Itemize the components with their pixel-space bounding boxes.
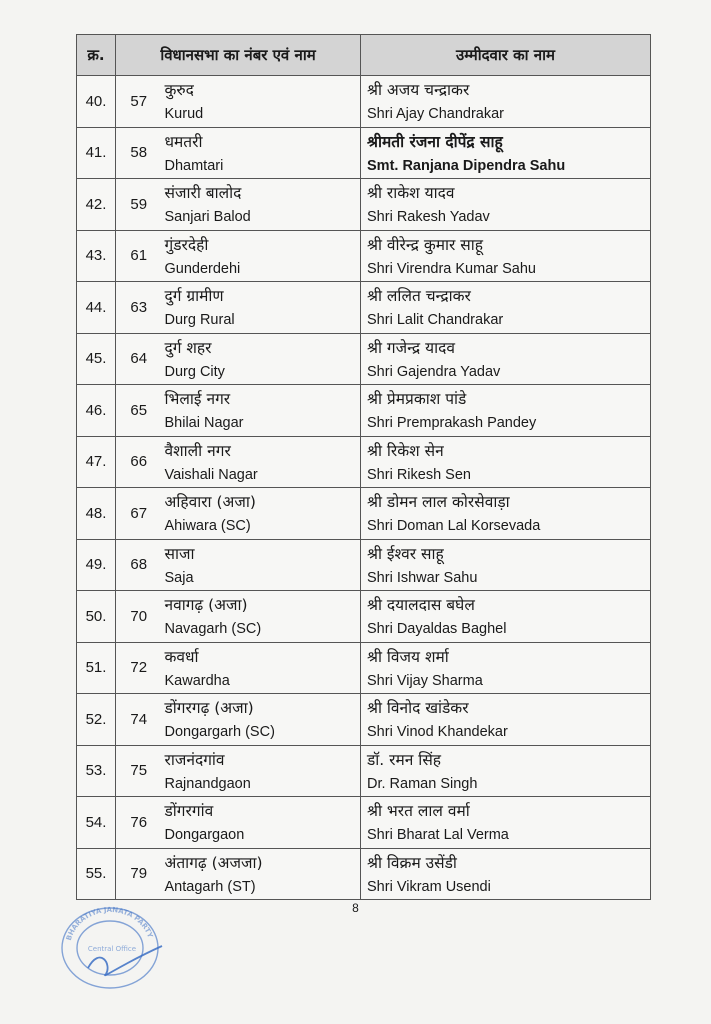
candidate-name-hindi: श्री विक्रम उसेंडी xyxy=(367,853,457,872)
serial-number: 45. xyxy=(77,333,116,385)
serial-number: 54. xyxy=(77,797,116,849)
candidate-name-english: Shri Ishwar Sahu xyxy=(367,569,478,586)
serial-number: 43. xyxy=(77,230,116,282)
candidate-name-english: Shri Dayaldas Baghel xyxy=(367,621,507,637)
constituency-name-hindi: अंतागढ़ (अजजा) xyxy=(164,853,263,872)
constituency-name-english: Kurud xyxy=(164,106,204,122)
constituency-name-english: Durg City xyxy=(164,363,225,380)
header-serial: क्र. xyxy=(77,35,116,76)
constituency-name-english: Antagarh (ST) xyxy=(164,878,256,895)
constituency-name-english: Sanjari Balod xyxy=(164,209,251,225)
constituency-number: 65 xyxy=(116,385,162,437)
candidate-cell xyxy=(361,179,651,231)
constituency-name-hindi: अहिवारा (अजा) xyxy=(164,493,256,511)
constituency-cell xyxy=(162,745,361,797)
constituency-name-english: Bhilai Nagar xyxy=(164,415,244,431)
table-row xyxy=(77,385,651,437)
candidate-name-english: Shri Ajay Chandrakar xyxy=(367,106,505,122)
constituency-name-english: Dongargarh (SC) xyxy=(164,724,275,740)
table-row xyxy=(77,436,651,488)
constituency-number: 64 xyxy=(116,333,162,385)
candidate-name-english: Shri Virendra Kumar Sahu xyxy=(367,260,536,277)
constituency-cell xyxy=(162,179,361,231)
serial-number: 53. xyxy=(77,745,116,797)
constituency-name-hindi: संजारी बालोद xyxy=(164,184,242,202)
constituency-number: 57 xyxy=(116,76,162,128)
constituency-name-hindi: वैशाली नगर xyxy=(164,441,231,460)
constituency-cell xyxy=(162,591,361,643)
constituency-name-hindi: धमतरी xyxy=(164,132,203,151)
table-row xyxy=(77,230,651,282)
constituency-cell xyxy=(162,694,361,746)
candidate-name-english: Shri Premprakash Pandey xyxy=(367,415,537,431)
constituency-cell xyxy=(162,127,361,179)
candidate-name-hindi: श्री विजय शर्मा xyxy=(367,647,449,666)
constituency-number: 70 xyxy=(116,591,162,643)
header-candidate: उम्मीदवार का नाम xyxy=(361,35,651,76)
candidate-cell xyxy=(361,282,651,334)
constituency-number: 76 xyxy=(116,797,162,849)
constituency-number: 67 xyxy=(116,488,162,540)
constituency-name-hindi: डोंगरगांव xyxy=(164,802,214,820)
constituency-name-english: Durg Rural xyxy=(164,312,235,328)
constituency-name-english: Gunderdehi xyxy=(164,260,241,277)
serial-number: 41. xyxy=(77,127,116,179)
constituency-cell xyxy=(162,797,361,849)
candidate-cell xyxy=(361,848,651,900)
table-header-row xyxy=(77,35,651,76)
table-row xyxy=(77,642,651,694)
constituency-name-english: Kawardha xyxy=(164,672,230,689)
serial-number: 49. xyxy=(77,539,116,591)
constituency-cell xyxy=(162,642,361,694)
constituency-cell xyxy=(162,230,361,282)
candidate-cell xyxy=(361,642,651,694)
candidate-cell xyxy=(361,591,651,643)
constituency-name-english: Dhamtari xyxy=(164,157,224,174)
constituency-number: 79 xyxy=(116,848,162,900)
constituency-name-english: Saja xyxy=(164,569,194,586)
party-office-stamp xyxy=(52,902,172,990)
page-number: 8 xyxy=(352,901,359,915)
constituency-cell xyxy=(162,848,361,900)
serial-number: 51. xyxy=(77,642,116,694)
constituency-cell xyxy=(162,488,361,540)
constituency-number: 68 xyxy=(116,539,162,591)
stamp-ring-text: BHARATIYA JANATA PARTY xyxy=(64,905,155,942)
candidate-cell xyxy=(361,745,651,797)
serial-number: 52. xyxy=(77,694,116,746)
serial-number: 42. xyxy=(77,179,116,231)
serial-number: 55. xyxy=(77,848,116,900)
serial-number: 46. xyxy=(77,385,116,437)
candidate-name-english: Shri Vinod Khandekar xyxy=(367,724,508,740)
serial-number: 47. xyxy=(77,436,116,488)
constituency-name-english: Dongargaon xyxy=(164,827,245,843)
candidate-name-english: Shri Lalit Chandrakar xyxy=(367,312,504,328)
candidate-name-hindi: श्री ललित चन्द्राकर xyxy=(367,287,471,305)
constituency-number: 61 xyxy=(116,230,162,282)
candidate-name-english: Shri Bharat Lal Verma xyxy=(367,827,509,843)
candidate-name-hindi: श्री दयालदास बघेल xyxy=(367,596,475,614)
candidate-cell xyxy=(361,488,651,540)
constituency-number: 72 xyxy=(116,642,162,694)
candidate-name-english: Shri Gajendra Yadav xyxy=(367,363,501,380)
constituency-name-hindi: भिलाई नगर xyxy=(164,390,231,408)
serial-number: 50. xyxy=(77,591,116,643)
candidate-cell xyxy=(361,230,651,282)
constituency-name-english: Navagarh (SC) xyxy=(164,621,262,637)
constituency-cell xyxy=(162,539,361,591)
candidate-name-hindi: श्री ईश्वर साहू xyxy=(367,544,444,563)
table-row xyxy=(77,282,651,334)
constituency-name-hindi: डोंगरगढ़ (अजा) xyxy=(164,699,254,717)
constituency-name-hindi: कुरुद xyxy=(164,81,194,99)
constituency-cell xyxy=(162,282,361,334)
table-row xyxy=(77,797,651,849)
constituency-number: 58 xyxy=(116,127,162,179)
candidate-name-hindi: श्री प्रेमप्रकाश पांडे xyxy=(367,390,467,408)
candidate-name-hindi: श्री गजेन्द्र यादव xyxy=(367,338,455,357)
candidate-name-english: Smt. Ranjana Dipendra Sahu xyxy=(367,157,566,174)
candidate-table xyxy=(76,34,651,900)
candidate-name-hindi: श्री राकेश यादव xyxy=(367,184,455,202)
candidate-name-hindi: श्री अजय चन्द्राकर xyxy=(367,81,470,99)
candidate-name-hindi: श्री विनोद खांडेकर xyxy=(367,699,469,717)
constituency-name-hindi: दुर्ग शहर xyxy=(164,338,212,357)
candidate-cell xyxy=(361,127,651,179)
candidate-name-hindi: श्री वीरेन्द्र कुमार साहू xyxy=(367,235,484,254)
candidate-name-english: Shri Rikesh Sen xyxy=(367,466,471,483)
candidate-cell xyxy=(361,694,651,746)
constituency-number: 75 xyxy=(116,745,162,797)
constituency-number: 66 xyxy=(116,436,162,488)
constituency-name-english: Vaishali Nagar xyxy=(164,466,258,483)
candidate-name-english: Shri Vikram Usendi xyxy=(367,878,491,895)
table-row xyxy=(77,127,651,179)
candidate-name-hindi: श्रीमती रंजना दीपेंद्र साहू xyxy=(367,132,503,151)
constituency-name-english: Ahiwara (SC) xyxy=(164,518,251,534)
table-row xyxy=(77,76,651,128)
candidate-cell xyxy=(361,436,651,488)
serial-number: 40. xyxy=(77,76,116,128)
table-row xyxy=(77,539,651,591)
candidate-name-english: Shri Vijay Sharma xyxy=(367,672,483,689)
constituency-name-hindi: नवागढ़ (अजा) xyxy=(164,596,248,614)
constituency-cell xyxy=(162,76,361,128)
constituency-name-hindi: कवर्धा xyxy=(164,647,199,666)
candidate-name-hindi: श्री भरत लाल वर्मा xyxy=(367,802,470,820)
candidate-cell xyxy=(361,76,651,128)
table-row xyxy=(77,488,651,540)
constituency-name-hindi: साजा xyxy=(164,544,195,563)
candidate-cell xyxy=(361,797,651,849)
constituency-cell xyxy=(162,385,361,437)
constituency-number: 63 xyxy=(116,282,162,334)
table-row xyxy=(77,848,651,900)
candidate-cell xyxy=(361,385,651,437)
constituency-name-hindi: गुंडरदेही xyxy=(164,235,209,254)
table-row xyxy=(77,179,651,231)
header-constituency: विधानसभा का नंबर एवं नाम xyxy=(116,35,361,76)
candidate-name-english: Shri Doman Lal Korsevada xyxy=(367,518,541,534)
candidate-cell xyxy=(361,333,651,385)
table-row xyxy=(77,694,651,746)
constituency-cell xyxy=(162,333,361,385)
constituency-number: 74 xyxy=(116,694,162,746)
constituency-number: 59 xyxy=(116,179,162,231)
candidate-name-english: Shri Rakesh Yadav xyxy=(367,209,490,225)
constituency-name-english: Rajnandgaon xyxy=(164,775,251,792)
table-row xyxy=(77,333,651,385)
serial-number: 44. xyxy=(77,282,116,334)
candidate-name-hindi: डॉ. रमन सिंह xyxy=(367,750,442,769)
candidate-name-hindi: श्री रिकेश सेन xyxy=(367,441,444,460)
constituency-name-hindi: राजनंदगांव xyxy=(164,750,225,769)
table-row xyxy=(77,591,651,643)
candidate-cell xyxy=(361,539,651,591)
candidate-name-english: Dr. Raman Singh xyxy=(367,775,478,792)
serial-number: 48. xyxy=(77,488,116,540)
constituency-cell xyxy=(162,436,361,488)
constituency-name-hindi: दुर्ग ग्रामीण xyxy=(164,287,224,305)
stamp-inner-text: Central Office xyxy=(87,945,137,953)
table-row xyxy=(77,745,651,797)
candidate-name-hindi: श्री डोमन लाल कोरसेवाड़ा xyxy=(367,493,510,511)
